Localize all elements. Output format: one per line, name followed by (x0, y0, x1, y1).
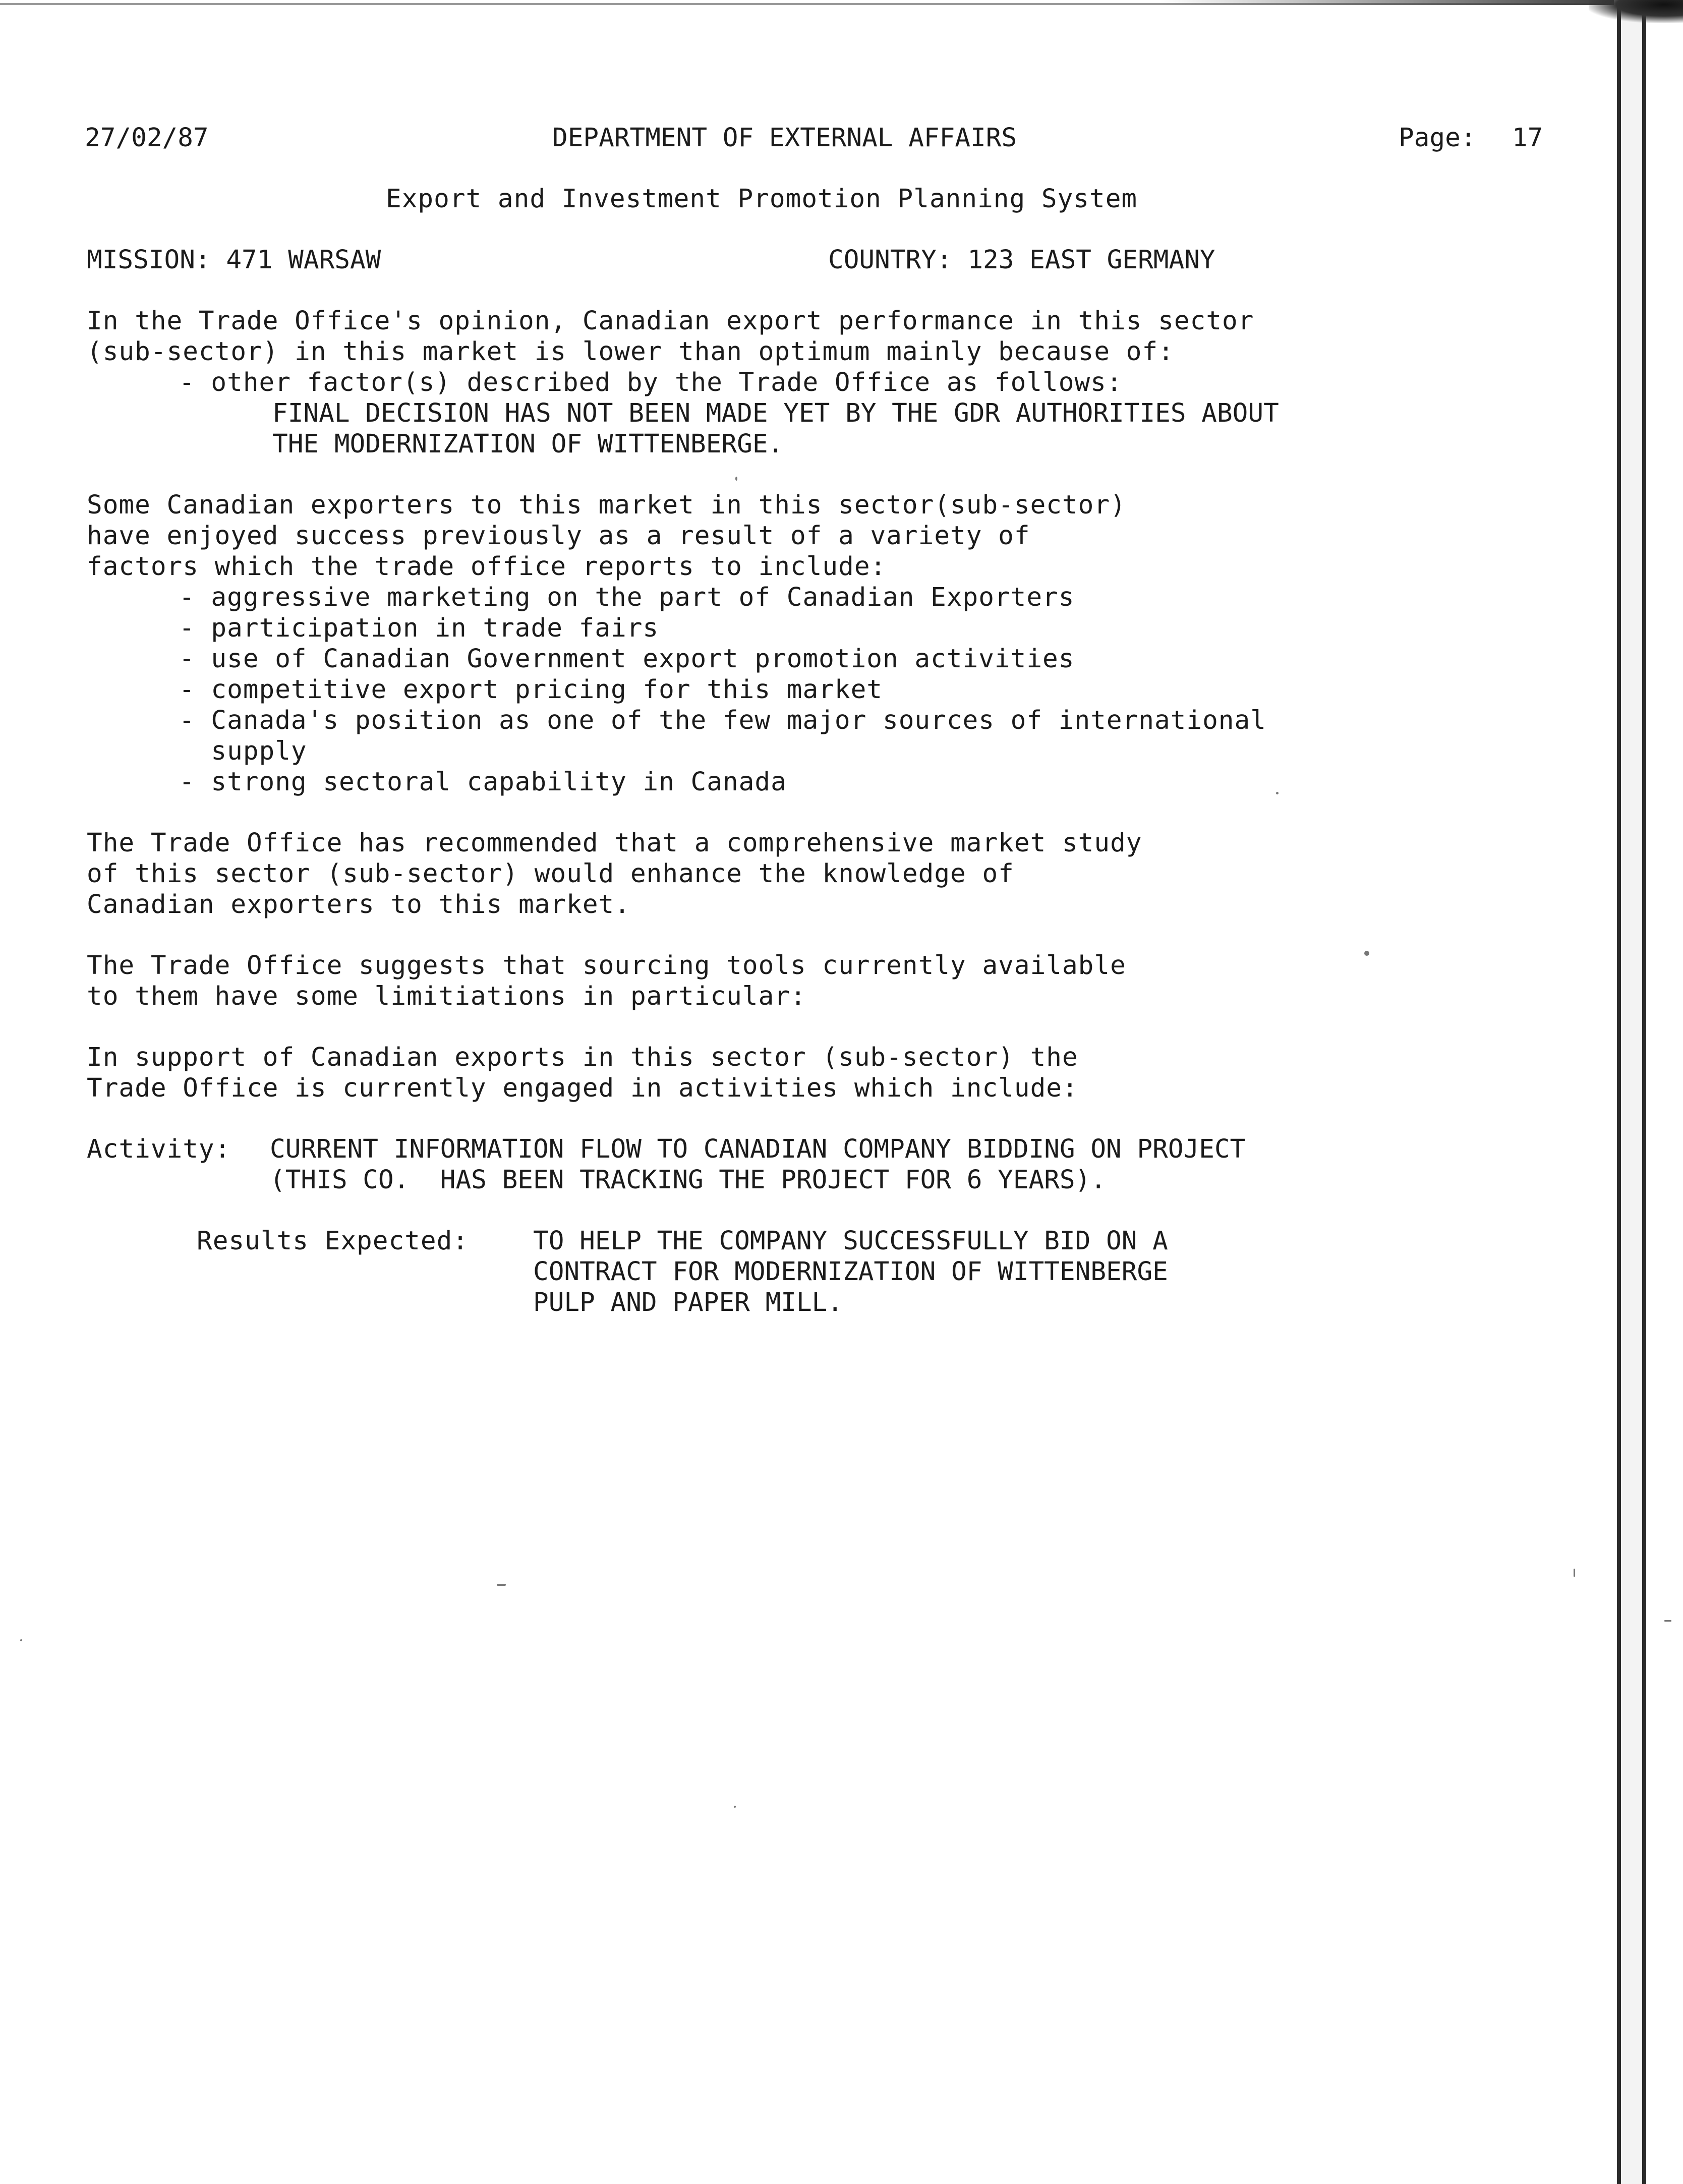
section3-line: of this sector (sub-sector) would enhance the knowledge of (87, 859, 1014, 889)
scan-speck (20, 1639, 22, 1641)
scan-right-edge-inner (1642, 15, 1646, 2184)
section2-line: Some Canadian exporters to this market in this sector(sub-sector) (87, 490, 1126, 520)
scan-top-shadow (1160, 0, 1614, 5)
scan-right-edge-outer (1617, 5, 1621, 2184)
section4-line: The Trade Office suggests that sourcing tools currently available (87, 951, 1126, 981)
activity-text: CURRENT INFORMATION FLOW TO CANADIAN COMPANY BIDDING ON PROJECT (270, 1134, 1246, 1164)
department-title: DEPARTMENT OF EXTERNAL AFFAIRS (552, 123, 1017, 153)
scan-speck (1364, 951, 1369, 956)
page-label: Page: (1399, 123, 1476, 153)
section2-bullet: - aggressive marketing on the part of Canadian Exporters (179, 583, 1075, 612)
section2-bullet: - competitive export pricing for this market (179, 675, 883, 705)
section2-bullet: - Canada's position as one of the few major sources of international (179, 706, 1266, 735)
scan-speck (1574, 1569, 1575, 1577)
report-date: 27/02/87 (85, 123, 209, 153)
mission-field: MISSION: 471 WARSAW (87, 245, 381, 275)
section3-line: Canadian exporters to this market. (87, 890, 630, 919)
results-text: TO HELP THE COMPANY SUCCESSFULLY BID ON A (533, 1226, 1168, 1256)
system-title: Export and Investment Promotion Planning System (386, 184, 1138, 214)
section3-line: The Trade Office has recommended that a comprehensive market study (87, 828, 1142, 858)
scan-speck (735, 477, 737, 481)
section2-bullet: - use of Canadian Government export promotion activities (179, 644, 1075, 674)
section1-bullet: - other factor(s) described by the Trade Office as follows: (179, 368, 1123, 397)
scan-speck (497, 1584, 506, 1586)
section2-bullet: supply (179, 736, 307, 766)
section2-bullet: - participation in trade fairs (179, 613, 659, 643)
section2-bullet: - strong sectoral capability in Canada (179, 767, 787, 797)
section1-line: In the Trade Office's opinion, Canadian export performance in this sector (87, 306, 1254, 336)
section5-line: In support of Canadian exports in this sector (sub-sector) the (87, 1043, 1078, 1072)
section1-detail: FINAL DECISION HAS NOT BEEN MADE YET BY THE GDR AUTHORITIES ABOUT (272, 398, 1279, 428)
scan-speck (734, 1806, 736, 1808)
results-text: CONTRACT FOR MODERNIZATION OF WITTENBERGE (533, 1257, 1168, 1287)
section1-line: (sub-sector) in this market is lower than optimum mainly because of: (87, 337, 1174, 367)
section1-detail: THE MODERNIZATION OF WITTENBERGE. (272, 429, 784, 459)
section2-line: factors which the trade office reports to include: (87, 552, 887, 582)
scan-right-strip (1621, 5, 1642, 2184)
scan-corner-shadow (1589, 0, 1683, 23)
scan-speck (1664, 1620, 1671, 1622)
results-text: PULP AND PAPER MILL. (533, 1288, 843, 1317)
section5-line: Trade Office is currently engaged in activities which include: (87, 1073, 1078, 1103)
results-label: Results Expected: (197, 1226, 469, 1256)
section2-line: have enjoyed success previously as a result of a variety of (87, 521, 1030, 551)
country-field: COUNTRY: 123 EAST GERMANY (828, 245, 1215, 275)
page-number: 17 (1512, 123, 1543, 153)
activity-label: Activity: (87, 1134, 231, 1164)
activity-text: (THIS CO. HAS BEEN TRACKING THE PROJECT FOR 6 YEARS). (270, 1165, 1107, 1195)
section4-line: to them have some limitiations in particular: (87, 982, 806, 1011)
scan-speck (1276, 792, 1279, 794)
